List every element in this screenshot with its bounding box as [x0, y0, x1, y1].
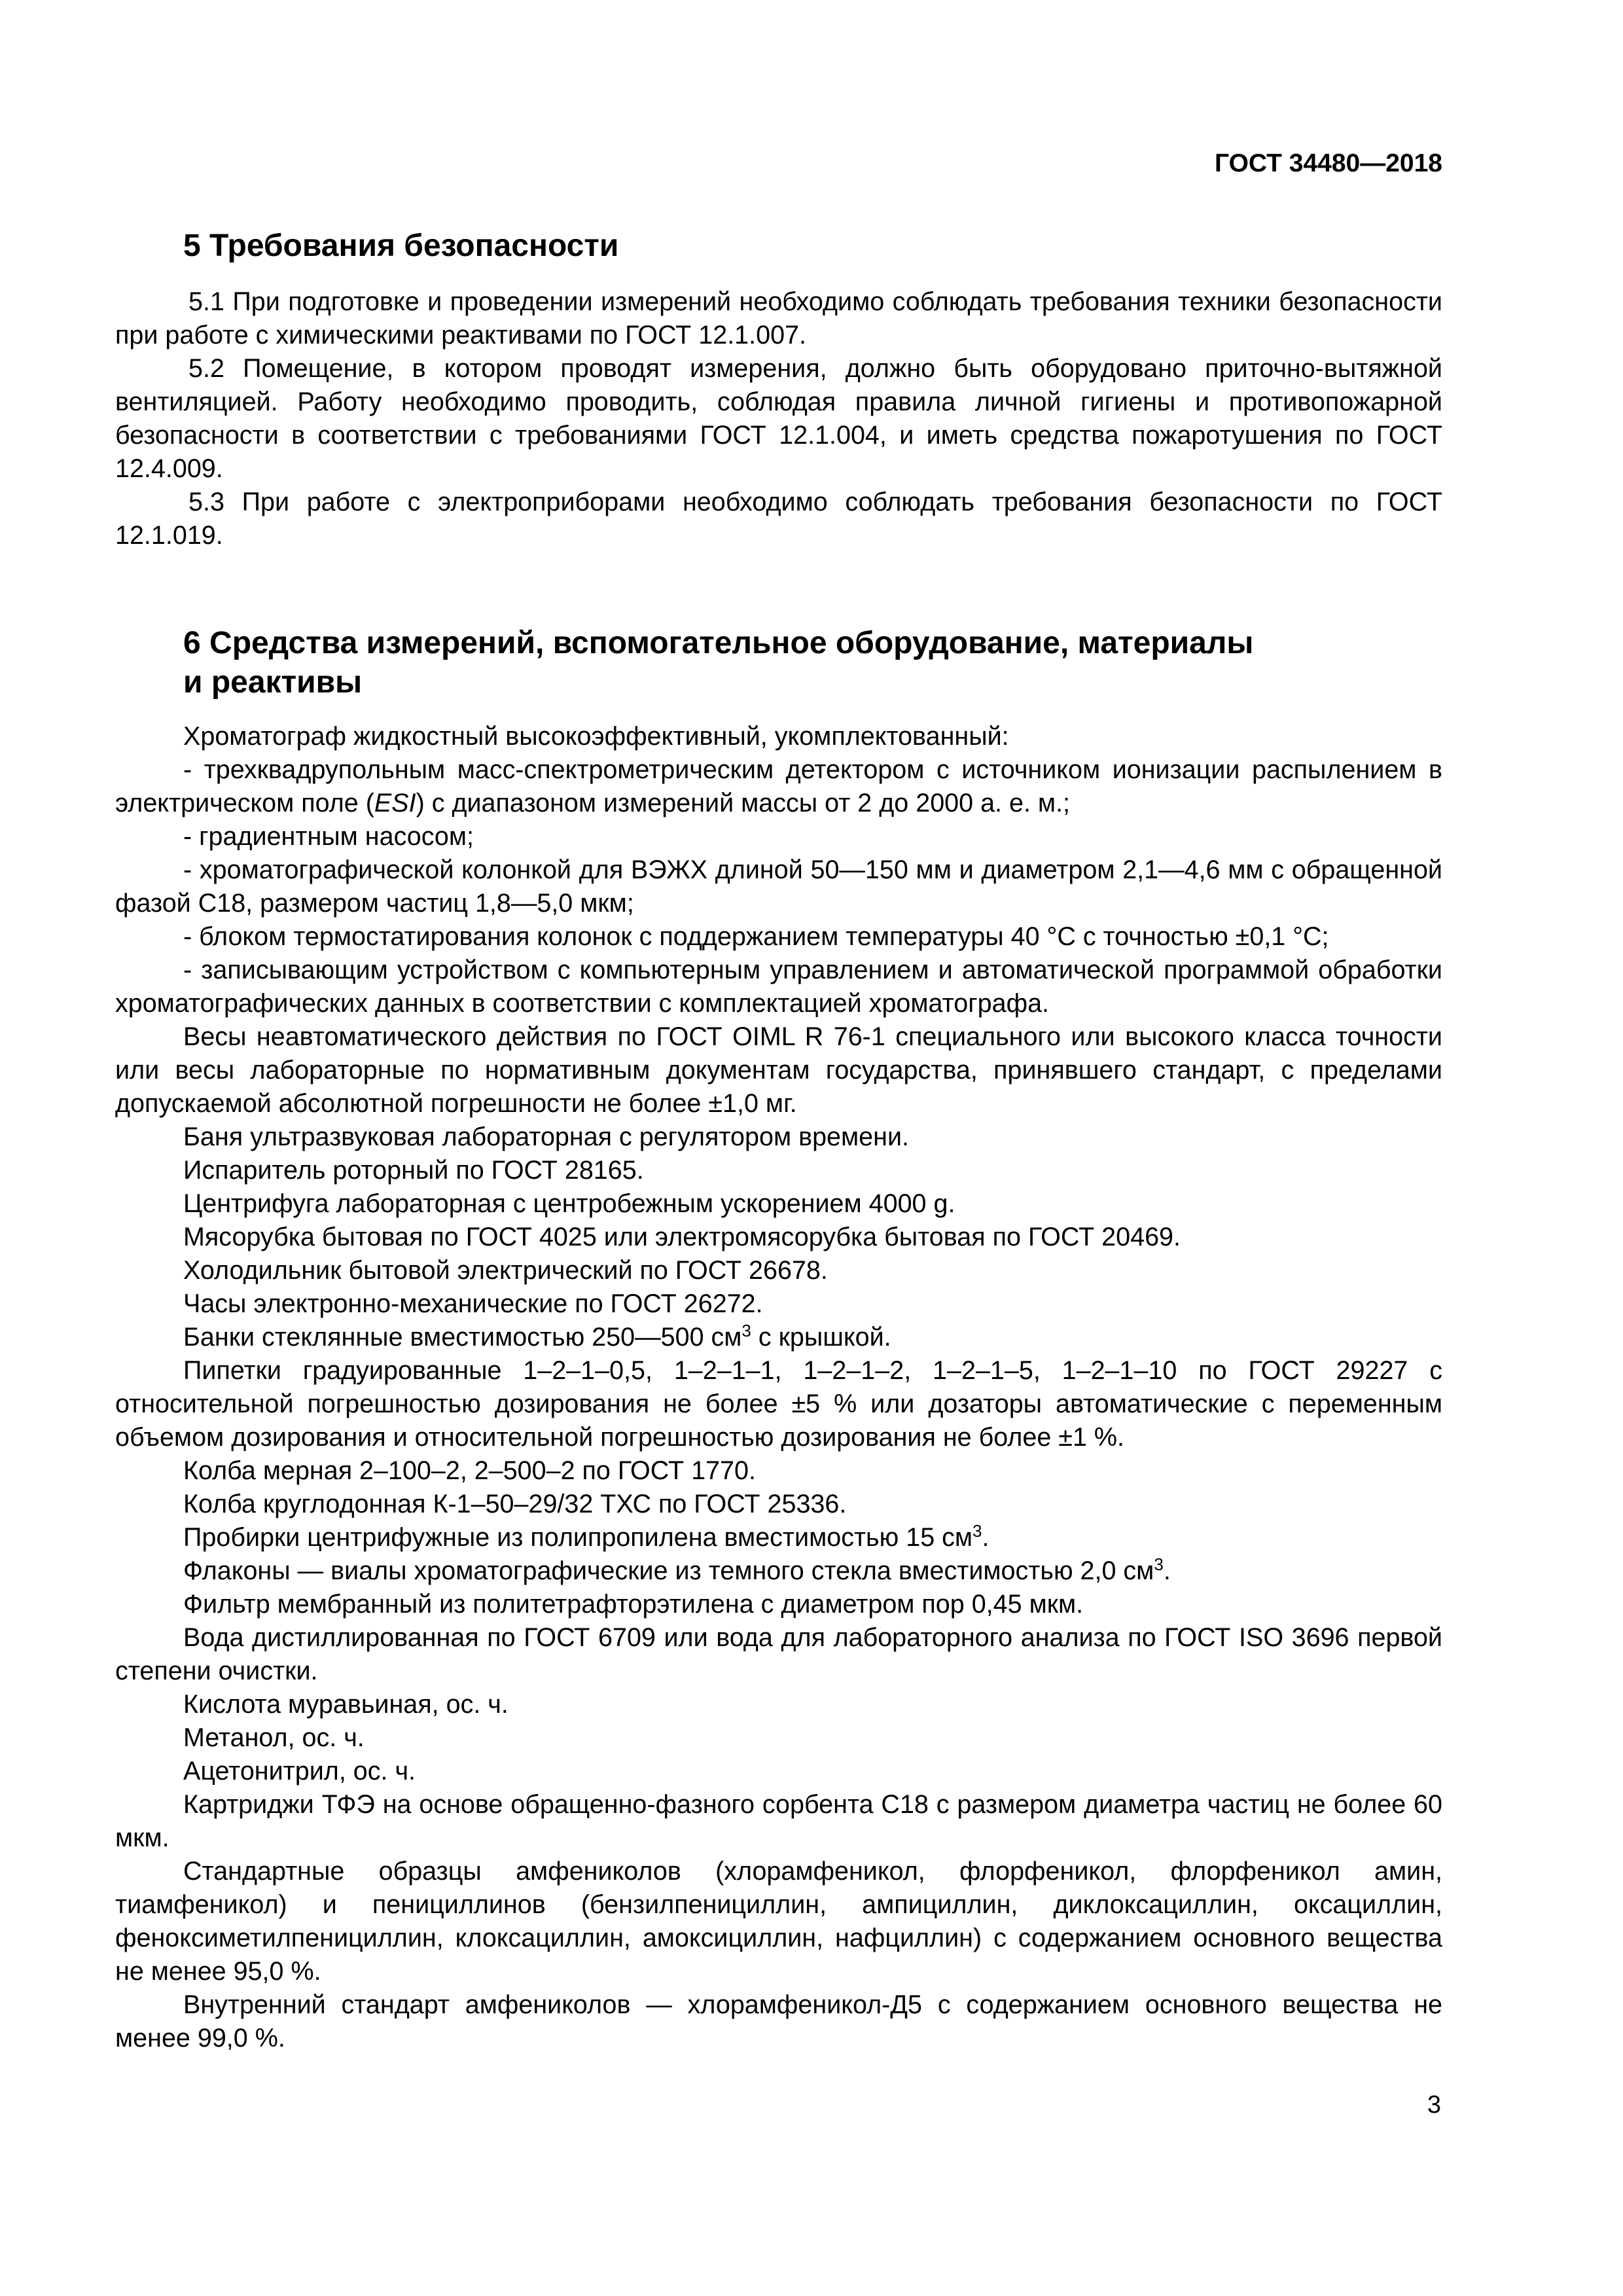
item-formic-acid: Кислота муравьиная, ос. ч. [183, 1690, 508, 1719]
item-centrifuge-tubes: Пробирки центрифужные из полипропилена вместимостью 15 $см^3$. [183, 1520, 990, 1552]
item-membrane-filter: Фильтр мембранный из политетрафторэтилена с диаметром пор 0,45 мкм. [183, 1590, 1084, 1619]
item-pipettes: Пипетки градуированные 1–2–1–0,5, 1–2–1–1, 1–2–1–2, 1–2–1–5, 1–2–1–10 по ГОСТ 29227 с относительной погрешностью дозирования не более ±5 % или дозаторы автоматические с переменным объемом дозирования и относительной погрешностью дозирования не более ±1 %. [115, 1356, 1442, 1452]
page-number: 3 [1427, 2091, 1441, 2119]
paragraph-5-1: 5.1 При подготовке и проведении измерений необходимо соблюдать требования техники безопасности при работе с химическими реактивами по ГОСТ 12.1.007. [115, 287, 1442, 350]
list-item-column: - хроматографической колонкой для ВЭЖХ длиной 50—150 мм и диаметром 2,1—4,6 мм с обращенной фазой С18, размером частиц 1,8—5,0 мкм; [115, 855, 1442, 918]
list-item-pump: - градиентным насосом; [183, 822, 474, 851]
item-clock: Часы электронно-механические по ГОСТ 26272. [183, 1289, 763, 1318]
section-6-title-line2: и реактивы [183, 665, 363, 700]
item-centrifuge: Центрифуга лабораторная с центробежным ускорением 4000 g. [183, 1189, 955, 1218]
item-methanol: Метанол, ос. ч. [183, 1723, 365, 1752]
section-5-body [115, 285, 1442, 552]
item-acetonitrile: Ацетонитрил, ос. ч. [183, 1757, 416, 1785]
item-internal-standard: Внутренний стандарт амфениколов — хлорамфеникол-Д5 с содержанием основного вещества не менее 99,0 %. [115, 1990, 1442, 2053]
list-item-detector: - трехквадрупольным масс-спектрометрическим детектором с источником ионизации распылением в электрическом поле (ESI) с диапазоном измерений массы от 2 до 2000 а. е. м.; [115, 755, 1442, 817]
section-6-title-line1: 6 Средства измерений, вспомогательное оборудование, материалы [183, 626, 1254, 660]
item-rotary-evaporator: Испаритель роторный по ГОСТ 28165. [183, 1156, 644, 1185]
list-item-thermostat: - блоком термостатирования колонок с поддержанием температуры 40 °С с точностью ±0,1 °С; [183, 922, 1329, 951]
item-ultrasonic-bath: Баня ультразвуковая лабораторная с регулятором времени. [183, 1122, 909, 1151]
item-meat-mincer: Мясорубка бытовая по ГОСТ 4025 или электромясорубка бытовая по ГОСТ 20469. [183, 1223, 1181, 1251]
section-6-body [115, 720, 1442, 2055]
list-item-recorder: - записывающим устройством с компьютерным управлением и автоматической программой обработки хроматографических данных в соответствии с комплектацией хроматографа. [115, 956, 1442, 1018]
section-5-title: 5 Требования безопасности [183, 228, 619, 263]
paragraph-5-2: 5.2 Помещение, в котором проводят измерения, должно быть оборудовано приточно-вытяжной вентиляцией. Работу необходимо проводить, соблюдая правила личной гигиены и противопожарной безопасности в соответствии с требованиями ГОСТ 12.1.004, и иметь средства пожаротушения по ГОСТ 12.4.009. [115, 354, 1442, 483]
item-scales: Весы неавтоматического действия по ГОСТ OIML R 76-1 специального или высокого класса точности или весы лабораторные по нормативным документам государства, принявшего стандарт, с пределами допускаемой абсолютной погрешности не более ±1,0 мг. [115, 1022, 1442, 1118]
item-refrigerator: Холодильник бытовой электрический по ГОСТ 26678. [183, 1256, 828, 1285]
esi-abbreviation: ESI [374, 789, 416, 817]
item-round-flask: Колба круглодонная К-1–50–29/32 ТХС по ГОСТ 25336. [183, 1490, 847, 1518]
item-reference-standards: Стандартные образцы амфениколов (хлорамфеникол, флорфеникол, флорфеникол амин, тиамфеникол) и пенициллинов (бензилпенициллин, ампициллин, диклоксациллин, оксациллин, феноксиметилпенициллин, клоксациллин, амоксициллин, нафциллин) с содержанием основного вещества не менее 95,0 %. [115, 1857, 1442, 1986]
item-measuring-flask: Колба мерная 2–100–2, 2–500–2 по ГОСТ 1770. [183, 1456, 756, 1485]
item-glass-jars: Банки стеклянные вместимостью 250—500 $см^3$ с крышкой. [183, 1320, 891, 1352]
chromatograph-intro: Хроматограф жидкостный высокоэффективный, укомплектованный: [183, 722, 1009, 751]
section-6-title [115, 624, 1253, 702]
paragraph-5-3: 5.3 При работе с электроприборами необходимо соблюдать требования безопасности по ГОСТ 12.1.019. [115, 488, 1442, 550]
document-number: ГОСТ 34480—2018 [1215, 149, 1442, 177]
item-water: Вода дистиллированная по ГОСТ 6709 или вода для лабораторного анализа по ГОСТ ISO 3696 первой степени очистки. [115, 1623, 1442, 1685]
item-spe-cartridges: Картриджи ТФЭ на основе обращенно-фазного сорбента С18 с размером диаметра частиц не более 60 мкм. [115, 1790, 1442, 1852]
item-vials: Флаконы — виалы хроматографические из темного стекла вместимостью 2,0 $см^3$. [183, 1554, 1171, 1585]
